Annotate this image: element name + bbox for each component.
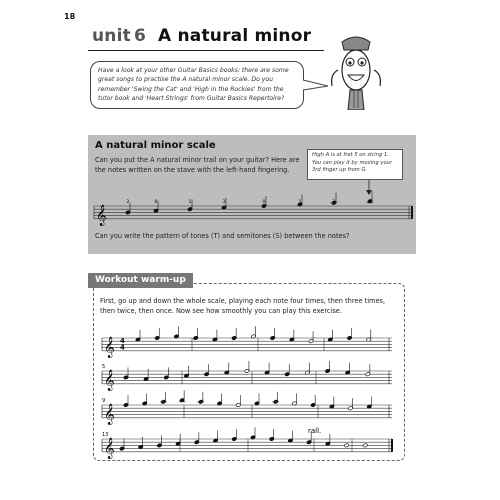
page-number: 18 (64, 12, 76, 21)
tones-semitones-question: Can you write the pattern of tones (T) and semitones (S) between the notes? (95, 232, 350, 240)
speech-bubble-tail (300, 80, 330, 92)
unit-heading (92, 26, 311, 46)
workout-staff-3 (102, 397, 392, 427)
fingering-number: 0 (262, 200, 266, 205)
workout-staff-1 (102, 330, 392, 360)
workout-title: Workout warm-up (88, 273, 193, 288)
unit-label: unit (92, 26, 131, 46)
scale-staff (94, 198, 412, 228)
time-signature-top: 4 (120, 337, 125, 346)
treble-clef: 𝄞 (104, 437, 115, 459)
fingering-number: 1 (298, 200, 302, 205)
fingering-number: 3 (368, 200, 372, 205)
treble-clef: 𝄞 (104, 403, 115, 425)
scale-instructions: Can you put the A natural minor trail on your guitar? Here are the notes written on the stave with the left-hand fingering. (95, 156, 300, 174)
treble-clef: 𝄞 (104, 369, 115, 391)
bar-number: 9 (102, 398, 106, 404)
note-head (344, 443, 349, 448)
fingering-number: 1 (188, 200, 192, 205)
treble-clef: 𝄞 (96, 204, 107, 226)
unit-number: 6 (133, 26, 146, 46)
workout-staff-2 (102, 363, 392, 393)
fingering-number: 3 (222, 200, 226, 205)
title-underline (88, 50, 324, 51)
workout-instructions: First, go up and down the whole scale, playing each note four times, then three times, then twice, then once. Now see how smoothly you can play this exercise. (100, 297, 386, 316)
hint-box: High A is at fret 5 on string 1. You can play it by moving your 3rd finger up from G. (307, 149, 403, 180)
bar-number: 5 (102, 364, 106, 370)
note-head (363, 443, 368, 448)
treble-clef: 𝄞 (104, 336, 115, 358)
guitar-mascot-illustration (328, 30, 384, 110)
bar-number: 13 (102, 432, 109, 438)
workout-staff-4 (102, 427, 392, 461)
rall-marking: rall. (308, 427, 322, 435)
page-title: A natural minor (158, 26, 312, 46)
fingering-number: 0 (154, 200, 158, 205)
fingering-number: 2 (126, 200, 130, 205)
scale-section-title: A natural minor scale (95, 140, 216, 151)
speech-bubble: Have a look at your other Guitar Basics books: there are some great songs to practise the A natural minor scale. Do you remember 'Swing the Cat' and 'High in the Rockies' from the tutor book and 'Heart Strings' from Guitar Basics Repertoire? (90, 61, 304, 109)
time-signature-bottom: 4 (120, 343, 125, 352)
fingering-number: 3 (332, 200, 336, 205)
